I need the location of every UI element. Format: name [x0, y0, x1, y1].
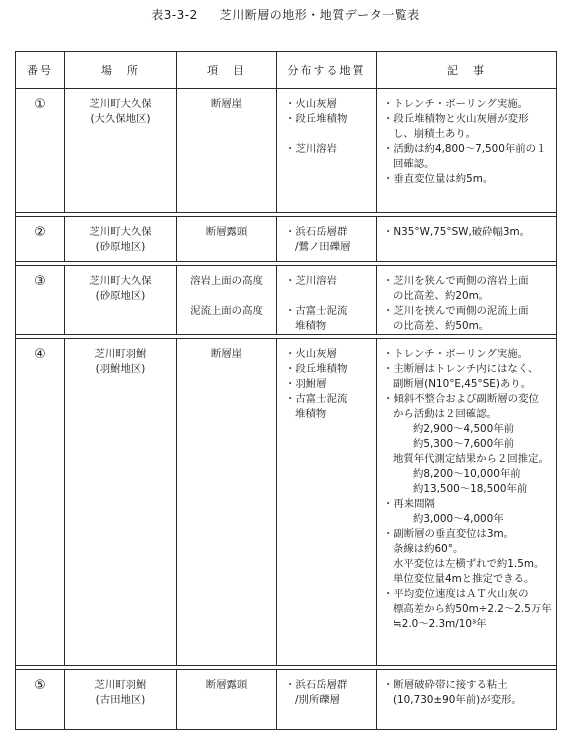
item-gap — [177, 289, 276, 304]
cell-no: ② — [16, 217, 65, 262]
note-line: (10,730±90年前)が変形。 — [393, 694, 522, 706]
geology-line: ・火山灰層 — [285, 348, 337, 360]
table-caption: 芝川断層の地形・地質データ一覧表 — [219, 8, 420, 22]
note-line: ・主断層はトレンチ内にはなく、 — [383, 363, 539, 375]
note-line: 標高差から約50m÷2.2～2.5万年 — [393, 603, 552, 615]
note-line: 水平変位は左横ずれで約1.5m。 — [393, 558, 545, 570]
geology-line: ・羽鮒層 — [285, 378, 327, 390]
note-line: 約3,000～4,000年 — [413, 513, 504, 525]
geology-line: /鷺ノ田礫層 — [295, 241, 351, 253]
note-line: 約5,300～7,600年前 — [413, 438, 515, 450]
header-row — [16, 52, 557, 89]
cell-place — [65, 89, 177, 213]
note-line: ・再来間隔 — [383, 498, 435, 510]
note-line: ・垂直変位量は約5m。 — [383, 173, 494, 185]
note-line: 単位変位量4mと推定できる。 — [393, 573, 535, 585]
note-line: ・段丘堆積物と火山灰層が変形 — [383, 113, 529, 125]
table-row — [16, 339, 557, 666]
cell-no: ④ — [16, 339, 65, 666]
place-line: (大久保地区) — [90, 113, 151, 125]
note-line: ・傾斜不整合および副断層の変位 — [383, 393, 539, 405]
cell-item — [177, 339, 277, 666]
note-line: ・活動は約4,800～7,500年前の１ — [383, 143, 547, 155]
note-line: 条線は約60°。 — [393, 543, 464, 555]
cell-geology — [277, 339, 377, 666]
cell-note — [377, 266, 557, 335]
note-line: ・芝川を挟んで両側の泥流上面 — [383, 305, 529, 317]
cell-item — [177, 670, 277, 730]
note-line: ・芝川を狭んで両側の溶岩上面 — [383, 275, 529, 287]
cell-item — [177, 266, 277, 335]
cell-item — [177, 217, 277, 262]
table-title — [0, 6, 571, 23]
table-number: 表3-3-2 — [151, 8, 198, 22]
geology-gap — [285, 127, 376, 142]
note-line: 回確認。 — [393, 158, 435, 170]
item-line: 断層崖 — [210, 348, 243, 360]
item-line: 断層露頭 — [205, 226, 248, 238]
cell-geology — [277, 217, 377, 262]
header-note: 記 事 — [377, 52, 557, 89]
place-line: (古田地区) — [95, 694, 146, 706]
cell-place — [65, 217, 177, 262]
geology-line: ・火山灰層 — [285, 98, 337, 110]
table-row — [16, 89, 557, 213]
geology-gap — [285, 289, 376, 304]
item-line: 溶岩上面の高度 — [190, 275, 263, 287]
cell-place — [65, 339, 177, 666]
note-line: の比高差、約20m。 — [393, 290, 490, 302]
cell-no: ③ — [16, 266, 65, 335]
cell-geology — [277, 89, 377, 213]
table-row — [16, 670, 557, 730]
cell-item — [177, 89, 277, 213]
note-line: ・トレンチ・ボーリング実施。 — [383, 98, 528, 110]
note-line: 約13,500～18,500年前 — [413, 483, 528, 495]
table-row — [16, 217, 557, 262]
note-line: ・断層破砕帯に接する粘土 — [383, 679, 508, 691]
data-table — [15, 51, 557, 730]
place-line: (砂原地区) — [95, 290, 146, 302]
note-line: から活動は２回確認。 — [393, 408, 497, 420]
cell-note — [377, 89, 557, 213]
note-line: 地質年代測定結果から２回推定。 — [393, 453, 549, 465]
cell-geology — [277, 670, 377, 730]
geology-line: ・芝川溶岩 — [285, 143, 337, 155]
geology-line: /別所礫層 — [295, 694, 341, 706]
cell-geology — [277, 266, 377, 335]
geology-line: 堆積物 — [295, 320, 327, 332]
cell-place — [65, 266, 177, 335]
header-item: 項 目 — [177, 52, 277, 89]
cell-note — [377, 217, 557, 262]
place-line: 芝川町羽鮒 — [94, 679, 147, 691]
note-line: 約8,200～10,000年前 — [413, 468, 521, 480]
place-line: (砂原地区) — [95, 241, 146, 253]
note-line: 副断層(N10°E,45°SE)あり。 — [393, 378, 532, 390]
geology-line: ・浜石岳層群 — [285, 679, 348, 691]
note-line: 約2,900～4,500年前 — [413, 423, 515, 435]
item-line: 断層崖 — [210, 98, 243, 110]
place-line: 芝川町大久保 — [89, 226, 152, 238]
table-row — [16, 266, 557, 335]
cell-note — [377, 670, 557, 730]
note-line: ≒2.0～2.3m/10³年 — [393, 618, 487, 630]
item-line: 泥流上面の高度 — [190, 305, 263, 317]
header-no: 番号 — [16, 52, 65, 89]
geology-line: ・古富士泥流 — [285, 305, 348, 317]
cell-no: ① — [16, 89, 65, 213]
place-line: 芝川町大久保 — [89, 98, 152, 110]
place-line: (羽鮒地区) — [95, 363, 146, 375]
geology-line: ・芝川溶岩 — [285, 275, 337, 287]
geology-line: ・浜石岳層群 — [285, 226, 348, 238]
table-body — [16, 89, 557, 730]
header-place: 場 所 — [65, 52, 177, 89]
place-line: 芝川町羽鮒 — [94, 348, 147, 360]
geology-line: ・段丘堆積物 — [285, 113, 348, 125]
note-line: し、崩積土あり。 — [393, 128, 477, 140]
place-line: 芝川町大久保 — [89, 275, 152, 287]
note-line: の比高差、約50m。 — [393, 320, 490, 332]
item-line: 断層露頭 — [205, 679, 248, 691]
note-line: ・トレンチ・ボーリング実施。 — [383, 348, 528, 360]
geology-line: ・段丘堆積物 — [285, 363, 348, 375]
cell-place — [65, 670, 177, 730]
note-line: ・平均変位速度はＡＴ火山灰の — [383, 588, 529, 600]
note-line: ・N35°W,75°SW,破砕幅3m。 — [383, 226, 531, 238]
cell-no: ⑤ — [16, 670, 65, 730]
geology-line: 堆積物 — [295, 408, 327, 420]
geology-line: ・古富士泥流 — [285, 393, 348, 405]
note-line: ・副断層の垂直変位は3m。 — [383, 528, 515, 540]
cell-note — [377, 339, 557, 666]
header-geology: 分布する地質 — [277, 52, 377, 89]
